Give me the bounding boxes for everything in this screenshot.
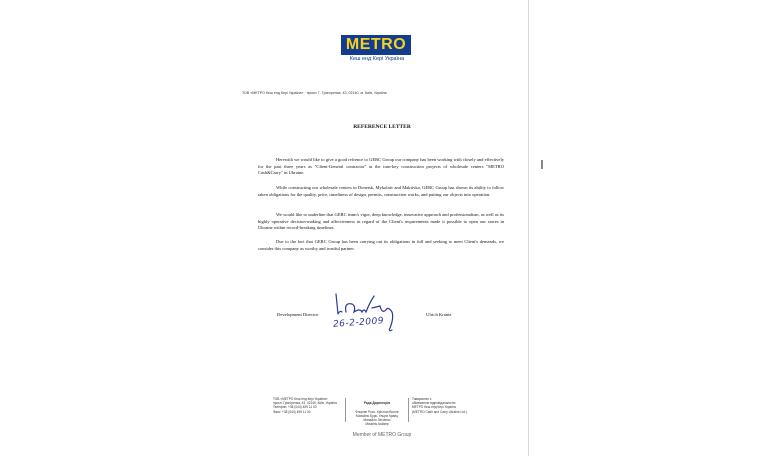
footer-divider	[345, 398, 346, 422]
footer-directors	[349, 397, 405, 431]
footer-directors-title: Рада Директорів	[363, 401, 391, 406]
sender-address: ТОВ «МЕТРО Кеш енд Кері Україна» · просп. Г. Григоренка, 43, 02140, м. Київ, Україна	[242, 91, 387, 95]
letter-paragraph: While constructing our wholesale centers in Donetsk, Mykolaiv and Makiivka, GERC Group has shown its ability to follow taken obligations for the quality, price, timeliness of design, permits, construction works, and putting our objects into operation.	[258, 185, 504, 197]
member-of-group: Member of METRO Group	[352, 432, 412, 438]
signatory-role: Development Director	[277, 312, 319, 317]
letter-paragraph: We would like to underline that GERC team's vigor, deep knowledge, innovative approach and professionalism, as well as its highly operative decision-making and affectiveness in regard of the Client's requirements made it possible to open our stores in Ukraine within record-breaking timelines.	[258, 212, 504, 231]
letter-paragraph: Due to the fact that GERC Group has been carrying out its obligations in full and seeking to meet Client's demands, we consider this company as worthy and trustful partner.	[258, 239, 504, 251]
metro-logo	[341, 35, 411, 55]
letter-paragraph: Herewith we would like to give a good refrence to GERC Group our company has been working with closely and effectively for the past three years as "Client-General contractor" at the turn-key construction projects of wholesale centers "METRO Cash&Carry" in Ukraine.	[258, 157, 504, 176]
footer-legal-entity: Товариство з обмеженою відповідальністю МЕТРО Кеш енд Кері Україна (METRO Cash and Carry Ukraine Ltd.)	[412, 397, 467, 414]
signatory-name: Ulrich Krantz	[426, 312, 452, 317]
logo-subbrand: Кеш енд Кері Україна	[349, 56, 405, 62]
scan-edge-mark	[541, 160, 543, 169]
footer-directors-names: Флоріан Росс, Крістіан Волле Михайло Бурк, Ульріх Кранц Михайло Зінченко Міхаель Кайзер	[355, 409, 399, 427]
handwritten-date: 26-2-2009	[332, 316, 385, 330]
footer-company-address: ТОВ «МЕТРО Кеш енд Кері Україна» просп. Григоренка, 43, 02140, Київ, Україна Телефон: +38 (044) 459 11 00 Факс: +38 (044) 459 11 00	[273, 397, 337, 414]
letter-title: REFERENCE LETTER	[353, 124, 411, 130]
logo-brand-text: METRO	[345, 36, 407, 53]
footer-divider	[408, 398, 409, 422]
